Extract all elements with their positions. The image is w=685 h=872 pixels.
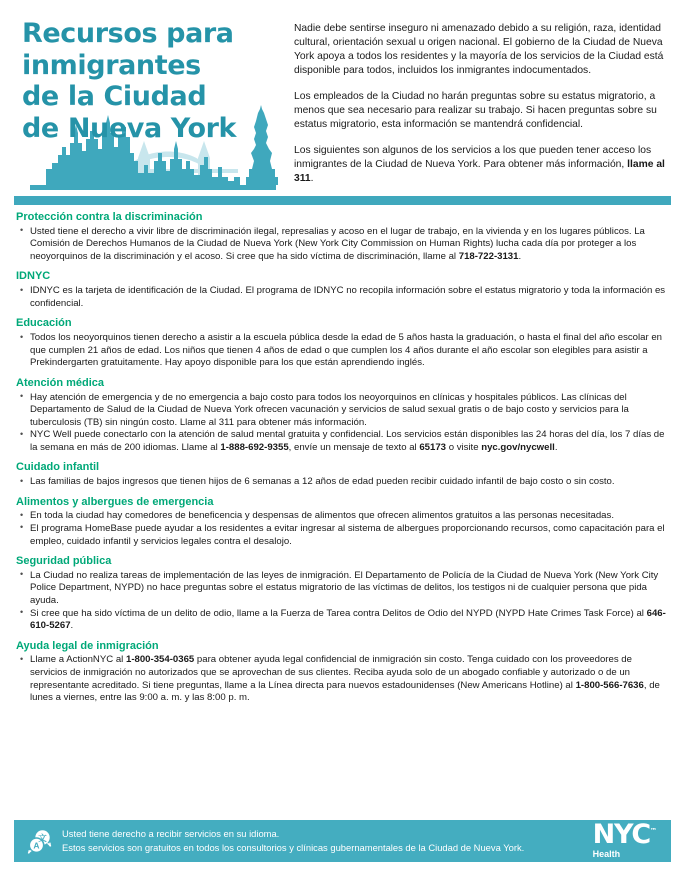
footer-message (62, 827, 593, 855)
section-heading: Alimentos y albergues de emergencia (16, 495, 214, 508)
content-section (16, 555, 669, 633)
svg-text:A: A (33, 840, 40, 851)
list-item (16, 429, 669, 454)
content-section (16, 211, 669, 263)
body-text: NYC Well puede conectarlo con la atención de salud mental gratuita y confidencial. Los servicios están disponibles las 24 horas del día, los 7 días de la semana en más de 200 idiomas. Llame al (30, 429, 665, 453)
body-text: La Ciudad no realiza tareas de implementación de las leyes de inmigración. El Departamento de Policía de la Ciudad de Nueva York (New York City Police Department, NYPD) no hace preguntas sobre el estatus migratorio de las víctimas de delitos, los testigos ni de cualquier persona que pida ayuda. (30, 569, 659, 606)
translation-speech-bubbles-icon (26, 827, 54, 855)
body-text: , envíe un mensaje de texto al (288, 441, 420, 453)
nyc-logo-wordmark (592, 819, 657, 851)
title-line-2: inmigrantes (22, 49, 201, 81)
body-text: En toda la ciudad hay comedores de beneficencia y despensas de alimentos que ofrecen alimentos gratuitos a las personas necesitadas. (30, 510, 614, 522)
body-text: , de lunes a viernes, entre las 9:00 a. m. y las 8:00 p. m. (30, 679, 660, 704)
emphasis-text: 1-800-354-0365 (125, 654, 195, 666)
body-text: . (70, 620, 74, 632)
body-text: El programa HomeBase puede ayudar a los residentes a evitar ingresar al sistema de albergues proporcionando recursos, como capacitación para el empleo, cuidado infantil y servicios legales contra el desalojo. (30, 522, 665, 547)
nyc-health-logo (592, 819, 661, 859)
intro-prefix: Los siguientes son algunos de los servicios a los que pueden tener acceso los inmigrantes de la Ciudad de Nueva York. Para obtener más información, (294, 145, 652, 170)
section-heading: Educación (16, 317, 72, 330)
list-item (16, 226, 669, 264)
content-section (16, 317, 669, 369)
section-bullet-list (16, 510, 669, 548)
intro-paragraph-1: Nadie debe sentirse inseguro ni amenazado debido a su religión, raza, identidad cultural, orientación sexual u origen nacional. El gobierno de la Ciudad de Nueva York apoya a todos los residentes y la mayoría de los servicios de la Ciudad está disponible para todos, incluidos los inmigrantes indocumentados. (294, 23, 664, 76)
language-access-footer (14, 820, 671, 862)
header-accent-bar (14, 196, 671, 205)
content-section (16, 640, 669, 705)
sections-container (0, 205, 685, 705)
section-heading: Atención médica (16, 376, 105, 389)
intro-text (284, 18, 671, 186)
footer-line-2: Estos servicios son gratuitos en todos los consultorios y clínicas gubernamentales de la Ciudad de Nueva York. (62, 842, 525, 853)
content-section (16, 270, 669, 310)
svg-text:文: 文 (38, 833, 47, 844)
body-text: Llame a ActionNYC al (30, 654, 126, 666)
title-line-4: de Nueva York (22, 112, 237, 144)
content-section (16, 377, 669, 455)
body-text: para obtener ayuda legal confidencial de inmigración sin costo. Tenga cuidado con los proveedores de servicios de inmigración no autorizados que se aprovechan de sus clientes. Reciba ayuda solo de un abogado confiable y autorizado o de un representante acreditado. Si tiene preguntas, llame a la Línea directa para nuevos estadounidenses (New Americans Hotline) al (30, 654, 632, 691)
content-section (16, 461, 669, 488)
intro-paragraph-3 (294, 144, 671, 186)
footer-line-1: Usted tiene derecho a recibir servicios en su idioma. (62, 827, 280, 839)
title-line-3: de la Ciudad (22, 81, 207, 113)
call-311-emphasis: llame al 311 (294, 159, 665, 184)
emphasis-text: 1-800-566-7636 (575, 679, 644, 691)
section-bullet-list (16, 226, 669, 264)
list-item (16, 523, 669, 548)
list-item (16, 285, 669, 310)
section-bullet-list (16, 570, 669, 633)
intro-suffix: . (310, 173, 314, 184)
list-item (16, 570, 669, 608)
section-heading: Cuidado infantil (16, 461, 100, 474)
list-item (16, 332, 669, 370)
section-bullet-list (16, 654, 669, 704)
list-item (16, 476, 669, 489)
body-text: Las familias de bajos ingresos que tienen hijos de 6 semanas a 12 años de edad pueden recibir cuidado infantil de bajo costo o sin costo. (30, 476, 615, 488)
section-heading: Protección contra la discriminación (16, 211, 203, 223)
body-text: Usted tiene el derecho a vivir libre de discriminación ilegal, represalias y acoso en el lugar de trabajo, en la vivienda y en los lugares públicos. La Comisión de Derechos Humanos de la Ciudad de Nueva York (New York City Commission on Human Rights) lucha cada día por proteger a los neoyorquinos de la discriminación y el acoso. Si cree que ha sido víctima de discriminación, llame al (30, 225, 645, 262)
list-item (16, 654, 669, 704)
section-heading: Seguridad pública (16, 555, 112, 568)
section-bullet-list (16, 392, 669, 455)
section-bullet-list (16, 476, 669, 489)
title-line-1: Recursos para (22, 18, 234, 49)
emphasis-text: nyc.gov/nycwell (481, 441, 555, 453)
emphasis-text: 65173 (419, 441, 447, 453)
section-heading: Ayuda legal de inmigración (16, 639, 159, 652)
intro-paragraph-2: Los empleados de la Ciudad no harán preguntas sobre su estatus migratorio, a menos que sea necesario para realizar su trabajo. Si hacen preguntas sobre su estatus migratorio, esta información se mantendrá confidencial. (294, 91, 657, 130)
body-text: Todos los neoyorquinos tienen derecho a asistir a la escuela pública desde la edad de 5 años hasta la graduación, o hasta el final del año escolar en que cumplen 21 años de edad. Los niños que tienen 4 años de edad o que cumplen los 4 años durante el año escolar son elegibles para asistir a Prekindergarten gratuitamente. Hay apoyo disponible para los que están aprendiendo inglés. (30, 332, 663, 369)
emphasis-text: 646-610-5267 (30, 607, 666, 632)
list-item (16, 392, 669, 430)
page-title (22, 18, 284, 144)
document-header (0, 0, 685, 205)
list-item (16, 510, 669, 523)
emphasis-text: 718-722-3131 (458, 250, 519, 262)
body-text: Si cree que ha sido víctima de un delito de odio, llame a la Fuerza de Tarea contra Delitos de Odio del NYPD (NYPD Hate Crimes Task Force) al (30, 607, 647, 619)
content-section (16, 496, 669, 548)
section-bullet-list (16, 332, 669, 370)
body-text: IDNYC es la tarjeta de identificación de la Ciudad. El programa de IDNYC no recopila información sobre el estatus migratorio y toda la información es confidencial. (30, 285, 666, 309)
emphasis-text: 1-888-692-9355 (220, 441, 289, 453)
body-text: . (554, 441, 558, 453)
body-text: . (518, 250, 522, 262)
body-text: Hay atención de emergencia y de no emergencia a bajo costo para todos los neoyorquinos en clínicas y hospitales públicos. Las clínicas del Departamento de Salud de la Ciudad de Nueva York ofrecen vacunación y servicios de salud sexual gratis o de bajo costo y servicios para la tuberculosis (TB) sin ningún costo. Llame al 311 para obtener más información. (30, 391, 629, 428)
list-item (16, 608, 669, 633)
trademark-symbol: ™ (650, 827, 657, 836)
body-text: o visite (446, 441, 482, 453)
section-heading: IDNYC (16, 270, 51, 283)
nyc-logo-subtitle: Health (592, 848, 621, 859)
nyc-logo-text: NYC (592, 819, 650, 851)
section-bullet-list (16, 285, 669, 310)
